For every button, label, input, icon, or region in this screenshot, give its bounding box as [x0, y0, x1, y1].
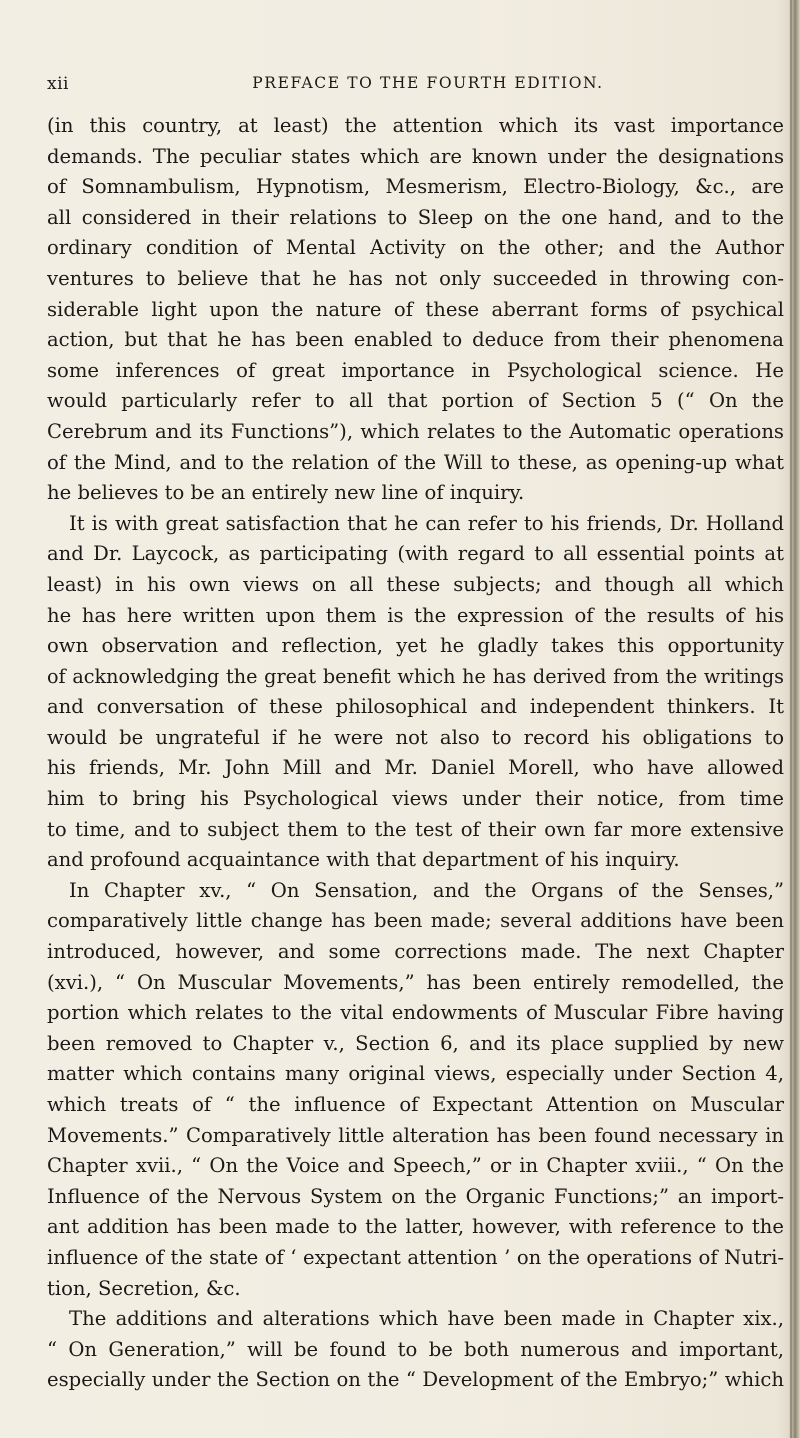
page-edge-line	[790, 0, 792, 1438]
text-line: of acknowledging the great benefit which he has derived from the writings	[47, 664, 784, 688]
text-line: he has here written upon them is the expression of the results of his	[47, 603, 784, 627]
text-line: him to bring his Psychological views under their notice, from time	[47, 787, 784, 811]
text-line: been removed to Chapter v., Section 6, and its place supplied by new	[47, 1031, 784, 1055]
text-line: ventures to believe that he has not only succeeded in throwing con-	[47, 266, 784, 290]
text-line: all considered in their relations to Sleep on the one hand, and to the	[47, 205, 784, 229]
text-line: to time, and to subject them to the test of their own far more extensive	[47, 817, 784, 841]
text-line: of the Mind, and to the relation of the Will to these, as opening-up what	[47, 450, 784, 474]
body-text	[47, 111, 784, 1396]
text-line: which treats of “ the influence of Expectant Attention on Muscular	[47, 1093, 784, 1116]
text-line: Chapter xvii., “ On the Voice and Speech,” or in Chapter xviii., “ On the	[47, 1154, 784, 1178]
text-line: would be ungrateful if he were not also to record his obligations to	[47, 725, 784, 749]
text-line: his friends, Mr. John Mill and Mr. Daniel Morell, who have allowed	[47, 756, 784, 780]
text-line: Movements.” Comparatively little alteration has been found necessary in	[47, 1123, 784, 1147]
paragraph-start-line: In Chapter xv., “ On Sensation, and the Organs of the Senses,”	[69, 878, 784, 902]
paragraph-end-line: he believes to be an entirely new line of inquiry.	[47, 481, 525, 505]
text-line: matter which contains many original views, especially under Section 4,	[47, 1062, 784, 1086]
running-head: PREFACE TO THE FOURTH EDITION.	[252, 74, 604, 92]
text-line: some inferences of great importance in Psychological science. He	[47, 358, 784, 382]
paragraph-start-line: It is with great satisfaction that he can refer to his friends, Dr. Holland	[69, 511, 784, 535]
text-line: influence of the state of ‘ expectant attention ’ on the operations of Nutri-	[47, 1245, 784, 1269]
text-line: demands. The peculiar states which are known under the designations	[47, 144, 784, 168]
text-line: own observation and reflection, yet he gladly takes this opportunity	[47, 634, 784, 658]
text-line: “ On Generation,” will be found to be both numerous and important,	[47, 1337, 784, 1361]
paragraph-start-line: The additions and alterations which have been made in Chapter xix.,	[69, 1307, 784, 1331]
page-number: xii	[47, 74, 69, 94]
text-line: and conversation of these philosophical and independent thinkers. It	[47, 695, 784, 719]
text-line: (in this country, at least) the attention which its vast importance	[47, 114, 784, 137]
text-line: would particularly refer to all that portion of Section 5 (“ On the	[47, 389, 784, 413]
text-line: (xvi.), “ On Muscular Movements,” has been entirely remodelled, the	[47, 970, 784, 994]
paragraph-end-line: tion, Secretion, &c.	[47, 1276, 241, 1300]
paragraph-end-line: and profound acquaintance with that department of his inquiry.	[47, 848, 680, 872]
text-line: least) in his own views on all these subjects; and though all which	[47, 572, 784, 596]
text-line: introduced, however, and some corrections made. The next Chapter	[47, 940, 784, 964]
text-line: ordinary condition of Mental Activity on the other; and the Author	[47, 236, 784, 260]
text-line: and Dr. Laycock, as participating (with regard to all essential points at	[47, 542, 784, 566]
text-line: of Somnambulism, Hypnotism, Mesmerism, Electro-Biology, &c., are	[47, 175, 784, 199]
text-line: Cerebrum and its Functions”), which relates to the Automatic operations	[47, 419, 784, 443]
text-line: ant addition has been made to the latter, however, with reference to the	[47, 1215, 784, 1239]
text-line: portion which relates to the vital endowments of Muscular Fibre having	[47, 1001, 784, 1025]
text-line: comparatively little change has been made; several additions have been	[47, 909, 784, 933]
page-header	[47, 74, 787, 100]
text-line: Influence of the Nervous System on the Organic Functions;” an import-	[47, 1184, 784, 1208]
text-line: siderable light upon the nature of these aberrant forms of psychical	[47, 297, 784, 321]
text-line: especially under the Section on the “ Development of the Embryo;” which	[47, 1368, 784, 1392]
text-line: action, but that he has been enabled to deduce from their phenomena	[47, 328, 784, 352]
